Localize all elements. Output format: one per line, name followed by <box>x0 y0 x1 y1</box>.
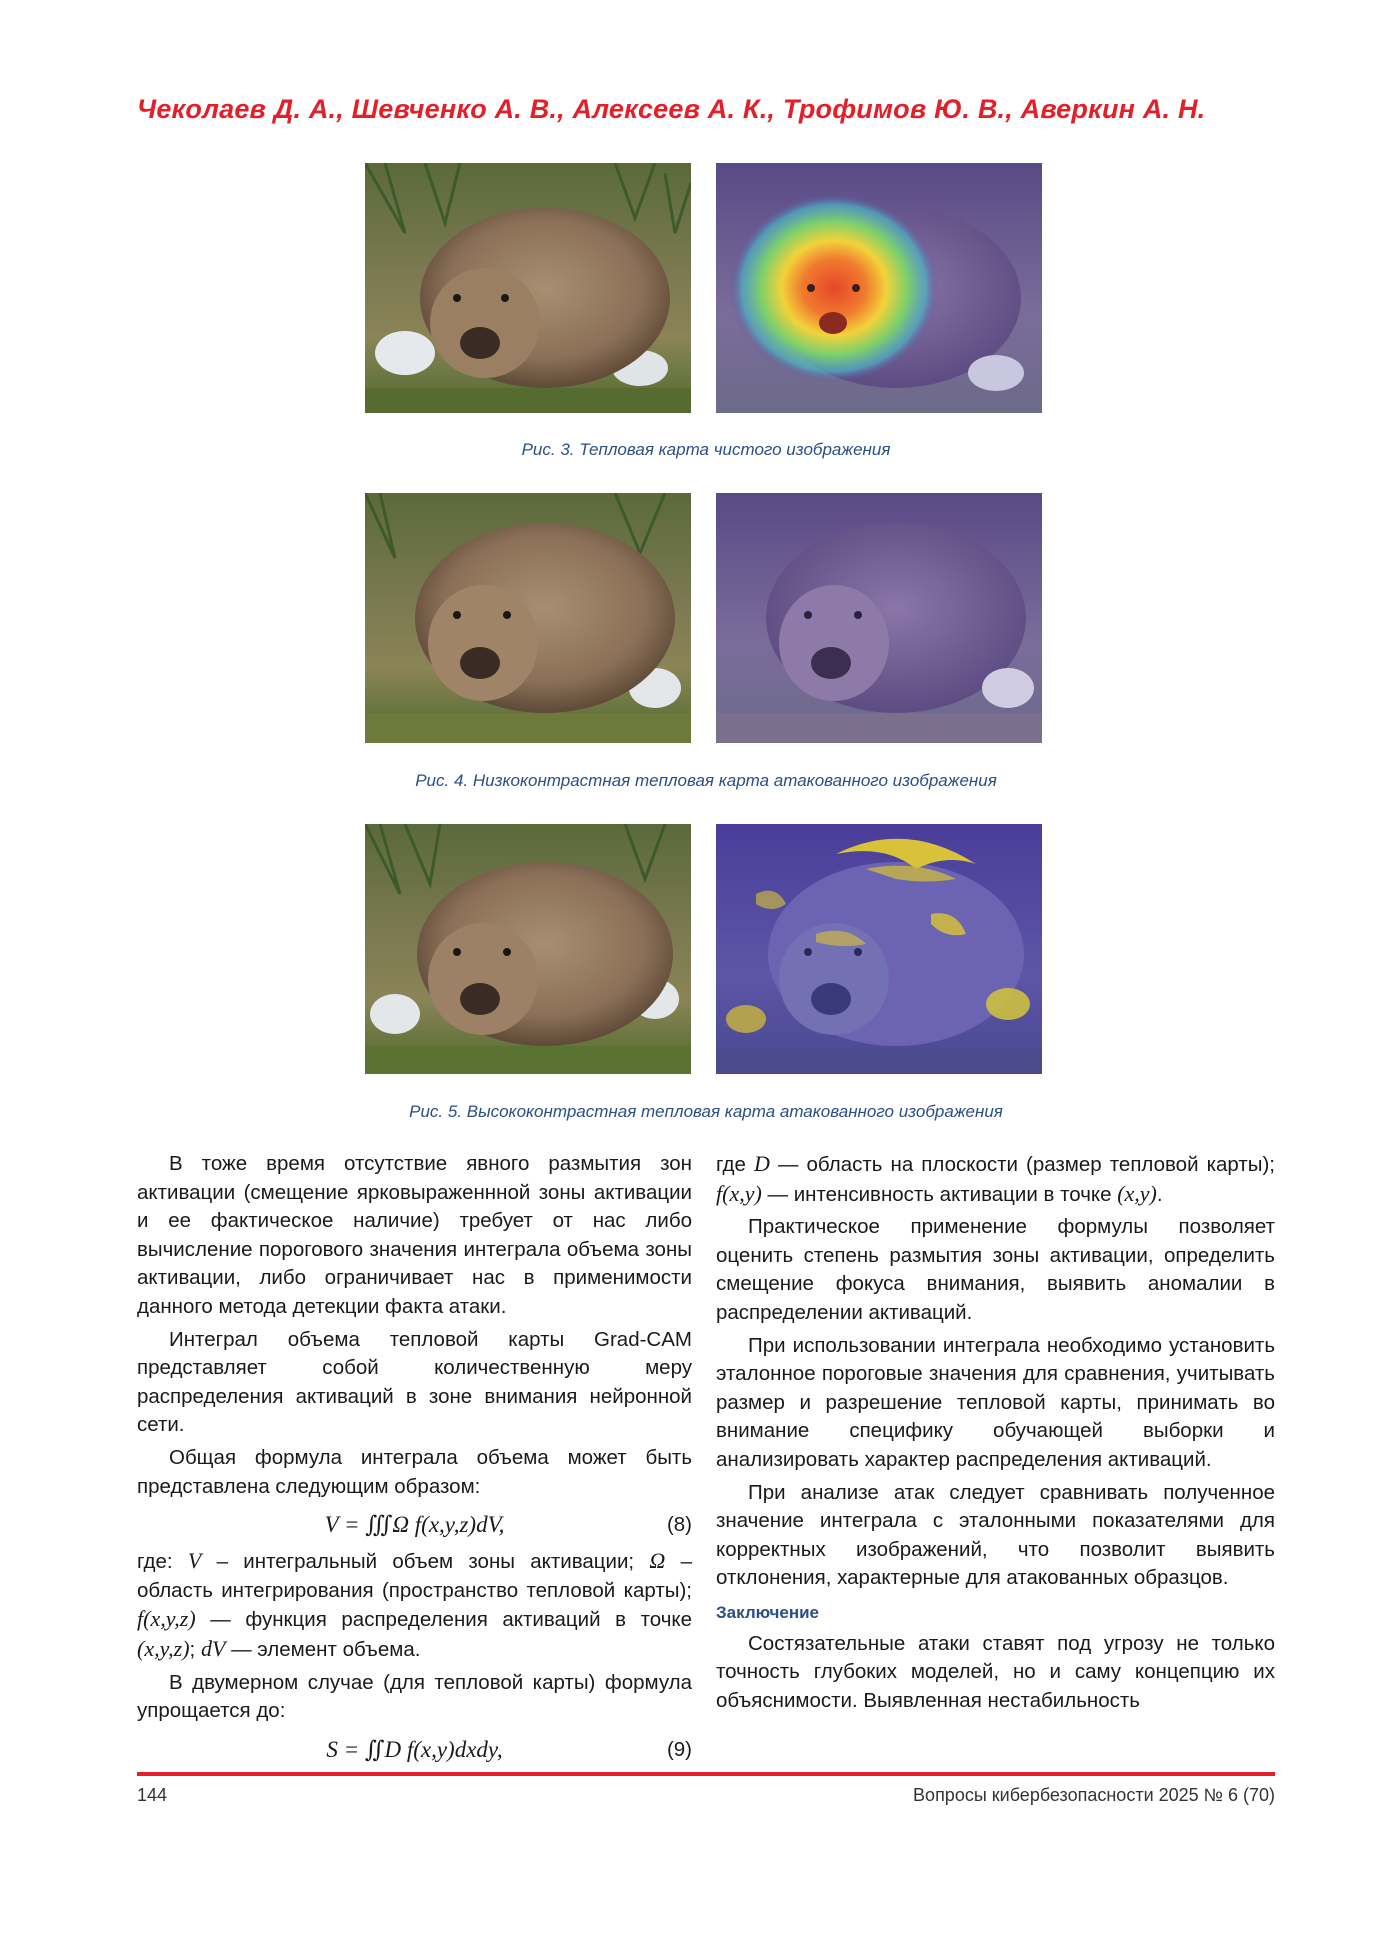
fig4-caption: Рис. 4. Низкоконтрастная тепловая карта атакованного изображения <box>415 771 997 790</box>
right-paragraph-5: Состязательные атаки ставят под угрозу не только точность глубоких моделей, но и саму концепцию их объяснимости. Выявленная нестабильность <box>716 1631 1275 1712</box>
fig3-original-image <box>365 163 691 413</box>
fig4-heatmap-image <box>716 493 1042 743</box>
fig4-original-image <box>365 493 691 743</box>
fig3-caption: Рис. 3. Тепловая карта чистого изображения <box>521 440 891 459</box>
footer-rule <box>137 1772 1275 1776</box>
equation-8 <box>137 1505 692 1545</box>
right-paragraph-4: При анализе атак следует сравнивать полученное значение интеграла с эталонными показателями для корректных изображений, что позволит выявить отклонения, характерные для атакованных образцов. <box>716 1480 1275 1590</box>
left-paragraph-3: Общая формула интеграла объема может быть представлена следующим образом: <box>137 1445 692 1498</box>
section-heading-conclusion: Заключение <box>716 1602 819 1622</box>
fig5-caption: Рис. 5. Высококонтрастная тепловая карта атакованного изображения <box>409 1102 1003 1121</box>
left-paragraph-5: В двумерном случае (для тепловой карты) формула упрощается до: <box>137 1670 692 1723</box>
page-number: 144 <box>137 1785 168 1805</box>
right-paragraph-1: где D — область на плоскости (размер тепловой карты); f(x,y) — интенсивность активации в точке (x,y). <box>716 1151 1276 1206</box>
right-paragraph-3: При использовании интеграла необходимо установить эталонное пороговые значения для сравнения, учитывать размер и разрешение тепловой карты, принимать во внимание специфику обучающей выборки и анализировать характер распределения активаций. <box>716 1333 1275 1471</box>
right-column <box>716 1150 1275 1719</box>
journal-title: Вопросы кибербезопасности 2025 № 6 (70) <box>913 1785 1275 1805</box>
left-paragraph-1: В тоже время отсутствие явного размытия зон активации (смещение ярковыраженнной зоны активации и ее фактическое наличие) требует от нас либо вычисление порогового значения интеграла объема зоны активации, либо ограничивает нас в применимости данного метода детекции факта атаки. <box>137 1152 692 1318</box>
equation-9-formula: S = ∬D f(x,y)dxdy, <box>326 1736 503 1762</box>
left-paragraph-2: Интеграл объема тепловой карты Grad-CAM представляет собой количественную меру распределения активаций в зоне внимания нейронной сети. <box>137 1327 692 1437</box>
left-paragraph-4: где: V – интегральный объем зоны активации; Ω – область интегрирования (пространство тепловой карты); f(x,y,z) — функция распределения активаций в точке (x,y,z); dV — элемент объема. <box>137 1548 693 1661</box>
equation-9-number: (9) <box>666 1737 692 1761</box>
authors-header: Чеколаев Д. А., Шевченко А. В., Алексеев А. К., Трофимов Ю. В., Аверкин А. Н. <box>137 94 1206 124</box>
fig5-heatmap-image <box>716 824 1042 1074</box>
equation-9 <box>137 1730 692 1770</box>
fig5-original-image <box>365 824 691 1074</box>
left-column <box>137 1150 692 1772</box>
equation-8-number: (8) <box>666 1513 692 1537</box>
right-paragraph-2: Практическое применение формулы позволяет оценить степень размытия зоны активации, определить смещение фокуса внимания, выявить аномалии в распределении активаций. <box>716 1215 1275 1324</box>
equation-8-formula: V = ∭Ω f(x,y,z)dV, <box>324 1512 505 1538</box>
fig3-heatmap-image <box>716 163 1042 413</box>
